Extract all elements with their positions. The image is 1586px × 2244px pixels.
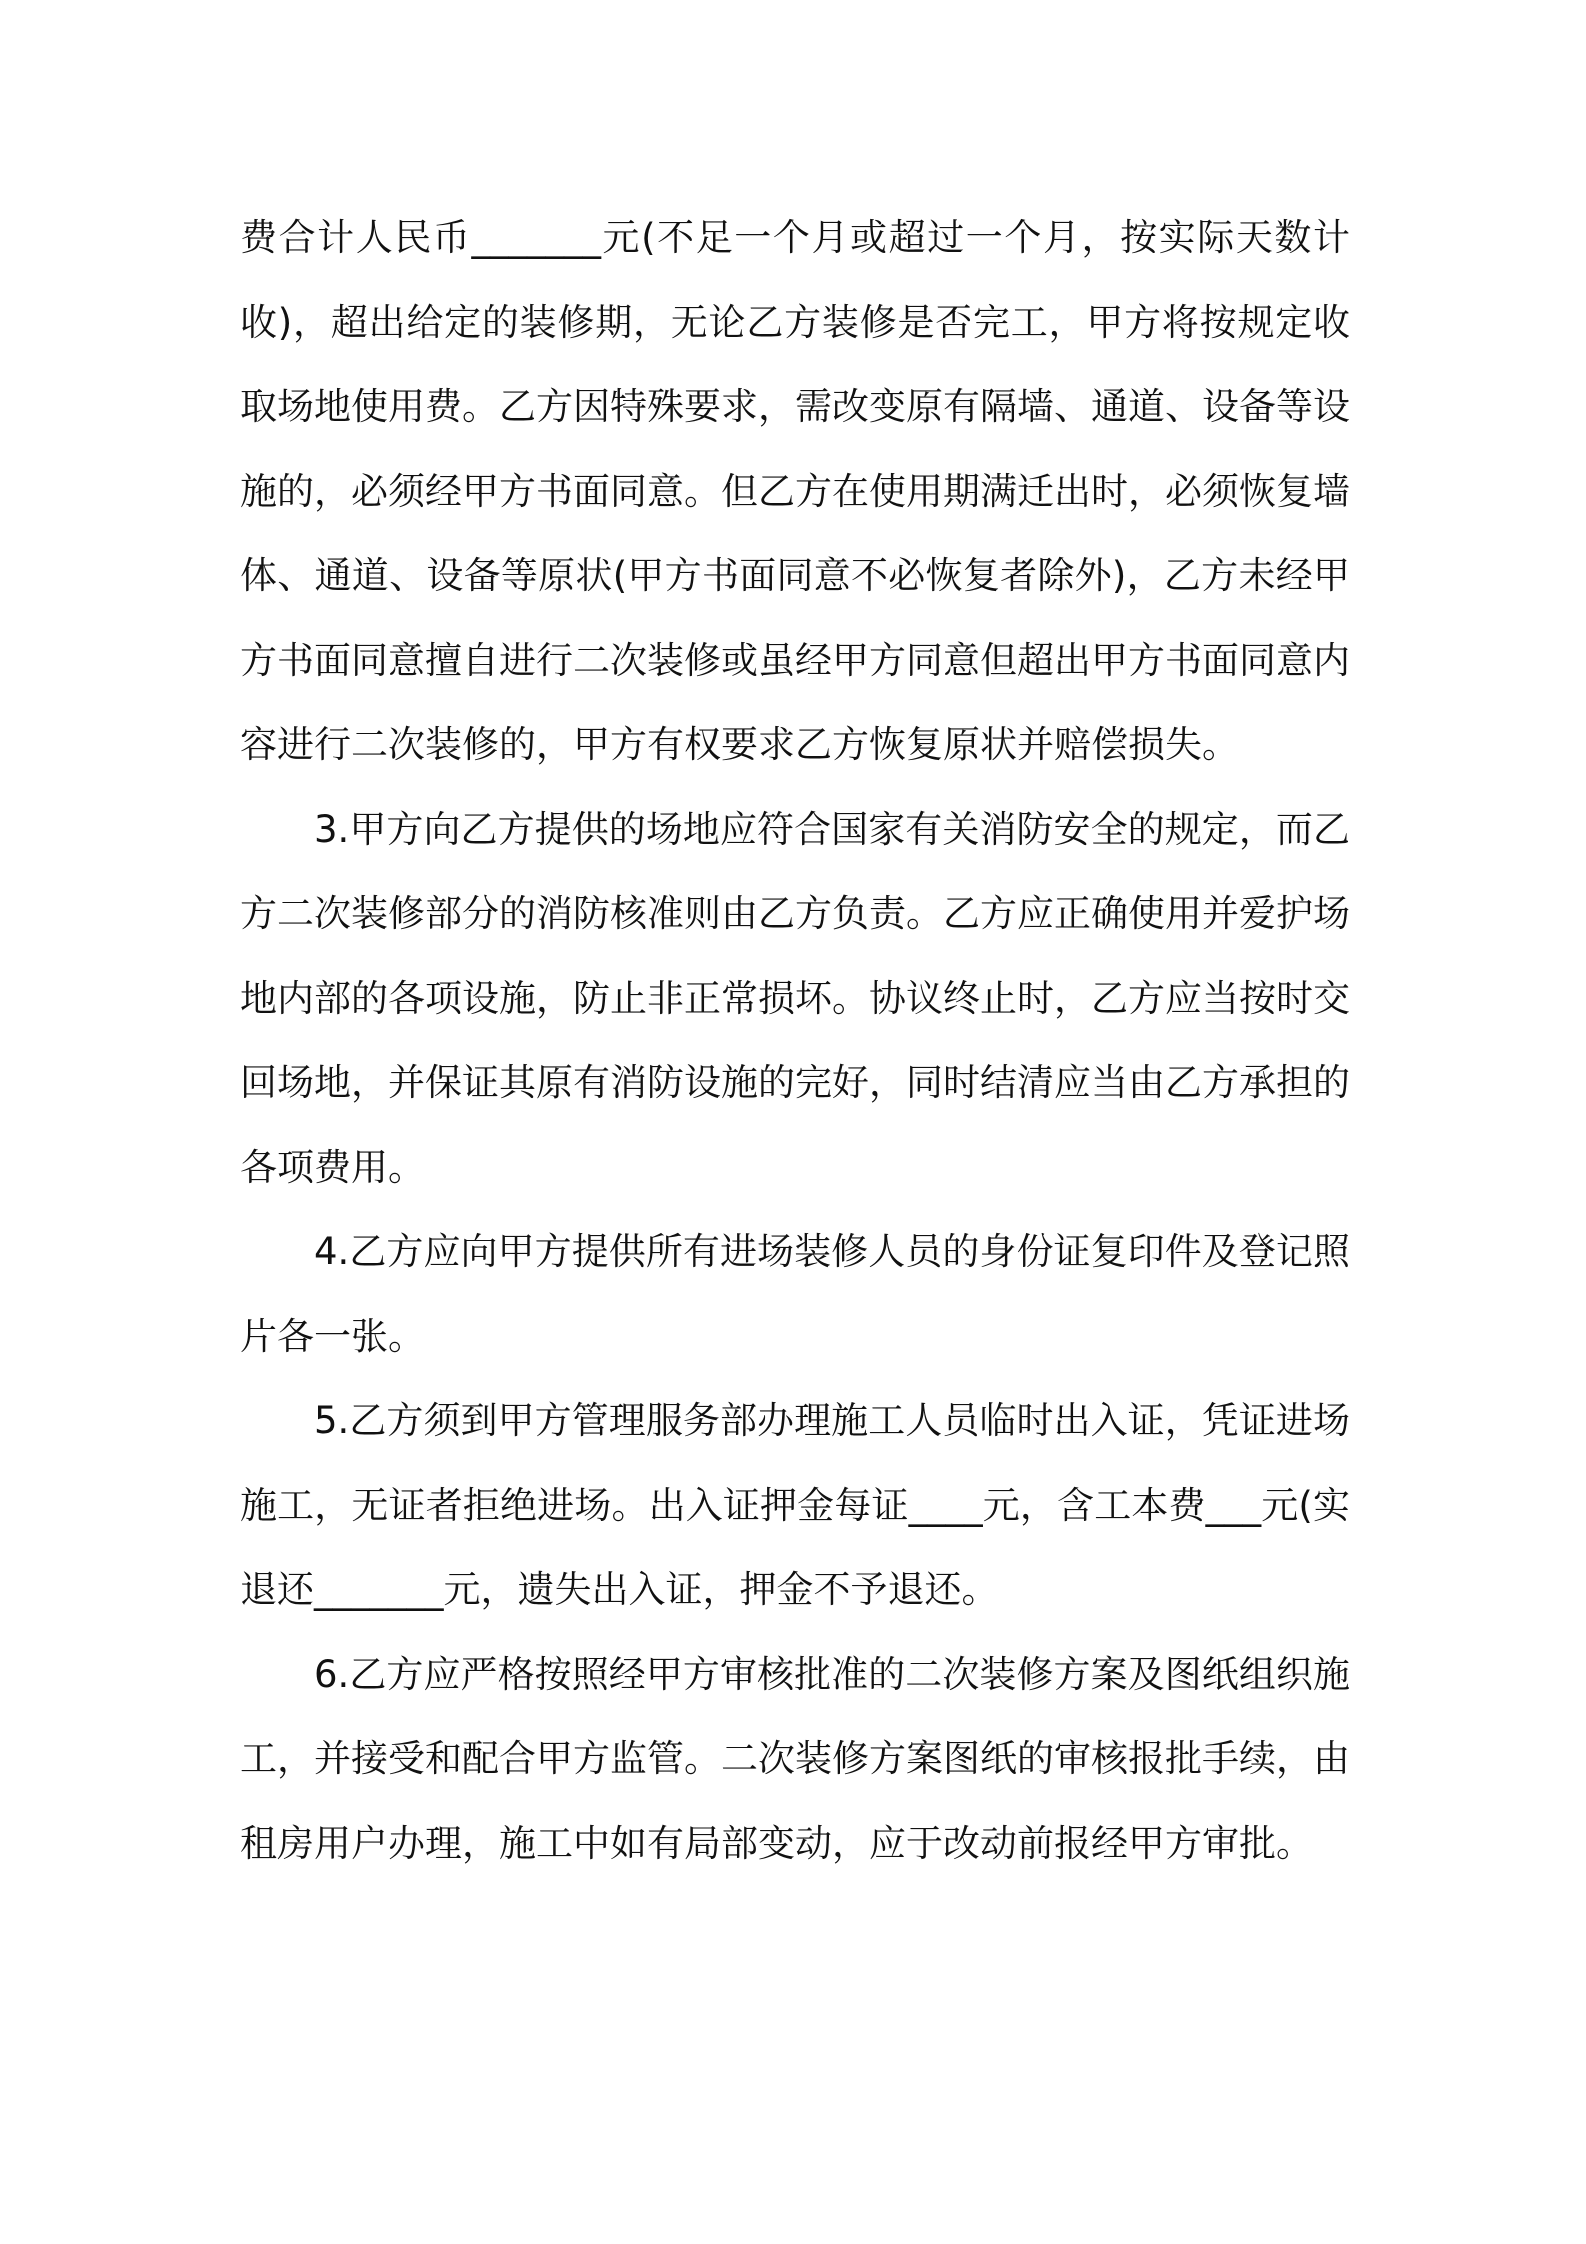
document-body bbox=[240, 196, 1350, 1886]
paragraph-continued: 费合计人民币_______元(不足一个月或超过一个月，按实际天数计收)，超出给定的装修期，无论乙方装修是否完工，甲方将按规定收取场地使用费。乙方因特殊要求，需改变原有隔墙、通道、设备等设施的，必须经甲方书面同意。但乙方在使用期满迁出时，必须恢复墙体、通道、设备等原状(甲方书面同意不必恢复者除外)，乙方未经甲方书面同意擅自进行二次装修或虽经甲方同意但超出甲方书面同意内容进行二次装修的，甲方有权要求乙方恢复原状并赔偿损失。 bbox=[240, 216, 1350, 766]
paragraph-clause-5: 5.乙方须到甲方管理服务部办理施工人员临时出入证，凭证进场施工，无证者拒绝进场。出入证押金每证____元，含工本费___元(实退还_______元，遗失出入证，押金不予退还。 bbox=[240, 1399, 1350, 1611]
paragraph-clause-3: 3.甲方向乙方提供的场地应符合国家有关消防安全的规定，而乙方二次装修部分的消防核准则由乙方负责。乙方应正确使用并爱护场地内部的各项设施，防止非正常损坏。协议终止时，乙方应当按时交回场地，并保证其原有消防设施的完好，同时结清应当由乙方承担的各项费用。 bbox=[240, 807, 1350, 1189]
paragraph-clause-4: 4.乙方应向甲方提供所有进场装修人员的身份证复印件及登记照片各一张。 bbox=[240, 1230, 1350, 1358]
paragraph-clause-6: 6.乙方应严格按照经甲方审核批准的二次装修方案及图纸组织施工，并接受和配合甲方监管。二次装修方案图纸的审核报批手续，由租房用户办理，施工中如有局部变动，应于改动前报经甲方审批。 bbox=[240, 1652, 1350, 1865]
